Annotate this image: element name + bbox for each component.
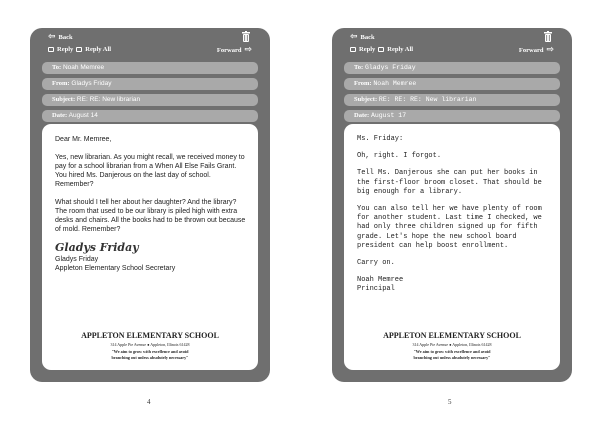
body-paragraph: Tell Ms. Danjerous she can put her books in the first-floor broom closet. That should be big enough for a library. (357, 169, 542, 196)
body-paragraph: What should I tell her about her daughter? And the library? The room that used to be our library is piled high with extra desks and chairs. All the books had to be thrown out because of mold. Remember? (55, 199, 246, 233)
reply-all-icon (76, 47, 82, 52)
reply-all-button[interactable]: Reply All (85, 46, 112, 53)
subject-field: Subject: RE: RE: New librarian (42, 94, 258, 106)
school-letterhead: APPLETON ELEMENTARY SCHOOL 314 Apple Pie Avenue ● Appleton, Illinois 61428 "We aim to grow with excellence and avoid branching out unless absolutely necessary" (383, 331, 521, 360)
left-email-page (30, 28, 270, 382)
email-body (42, 124, 258, 370)
forward-arrow-icon: ⇨ (546, 45, 554, 55)
reply-button[interactable]: Reply (57, 46, 74, 53)
reply-group (48, 46, 111, 53)
reply-button[interactable]: Reply (359, 46, 376, 53)
right-email-page (332, 28, 572, 382)
sender-title: Principal (357, 285, 395, 294)
email-body (344, 124, 560, 370)
handwritten-signature: Gladys Friday (55, 241, 139, 254)
page-number-left: 4 (147, 398, 151, 406)
from-field: From: Gladys Friday (42, 78, 258, 90)
sender-name: Gladys Friday (55, 256, 99, 263)
sender-name: Noah Memree (357, 276, 404, 285)
school-letterhead: APPLETON ELEMENTARY SCHOOL 314 Apple Pie Avenue ● Appleton, Illinois 61428 "We aim to grow with excellence and avoid branching out unless absolutely necessary" (81, 331, 219, 360)
reply-icon (350, 47, 356, 52)
body-paragraph: Oh, right. I forgot. (357, 152, 442, 161)
to-field: To: Gladys Friday (344, 62, 560, 74)
trash-icon[interactable] (242, 31, 250, 44)
back-button[interactable]: ⇦ Back (350, 32, 375, 42)
back-button[interactable]: ⇦ Back (48, 32, 73, 42)
date-field: Date: August 14 (42, 110, 258, 122)
email-toolbar (332, 28, 572, 58)
reply-all-button[interactable]: Reply All (387, 46, 414, 53)
back-arrow-icon: ⇦ (48, 32, 56, 42)
from-field: From: Noah Memree (344, 78, 560, 90)
reply-icon (48, 47, 54, 52)
body-paragraph: Carry on. (357, 259, 395, 268)
forward-button[interactable]: Forward ⇨ (216, 45, 252, 55)
page-number-right: 5 (448, 398, 452, 406)
body-paragraph: Yes, new librarian. As you might recall, we received money to pay for a school librarian from a When All Else Fails Grant. You hired Ms. Danjerous on the last day of school. Remember? (55, 154, 245, 188)
sender-title: Appleton Elementary School Secretary (55, 265, 176, 272)
subject-field: Subject: RE: RE: RE: New librarian (344, 94, 560, 106)
date-field: Date: August 17 (344, 110, 560, 122)
forward-arrow-icon: ⇨ (244, 45, 252, 55)
body-paragraph: Dear Mr. Memree, (55, 136, 112, 143)
body-paragraph: You can also tell her we have plenty of room for another student. Last time I checked, we had only three children signed up for fifth grade. Let's hope the new school board president can help boost enrollment. (357, 205, 542, 250)
to-field: To: Noah Memree (42, 62, 258, 74)
forward-button[interactable]: Forward ⇨ (518, 45, 554, 55)
body-paragraph: Ms. Friday: (357, 135, 404, 143)
reply-group (350, 46, 413, 53)
email-toolbar (30, 28, 270, 58)
back-arrow-icon: ⇦ (350, 32, 358, 42)
reply-all-icon (378, 47, 384, 52)
trash-icon[interactable] (544, 31, 552, 44)
